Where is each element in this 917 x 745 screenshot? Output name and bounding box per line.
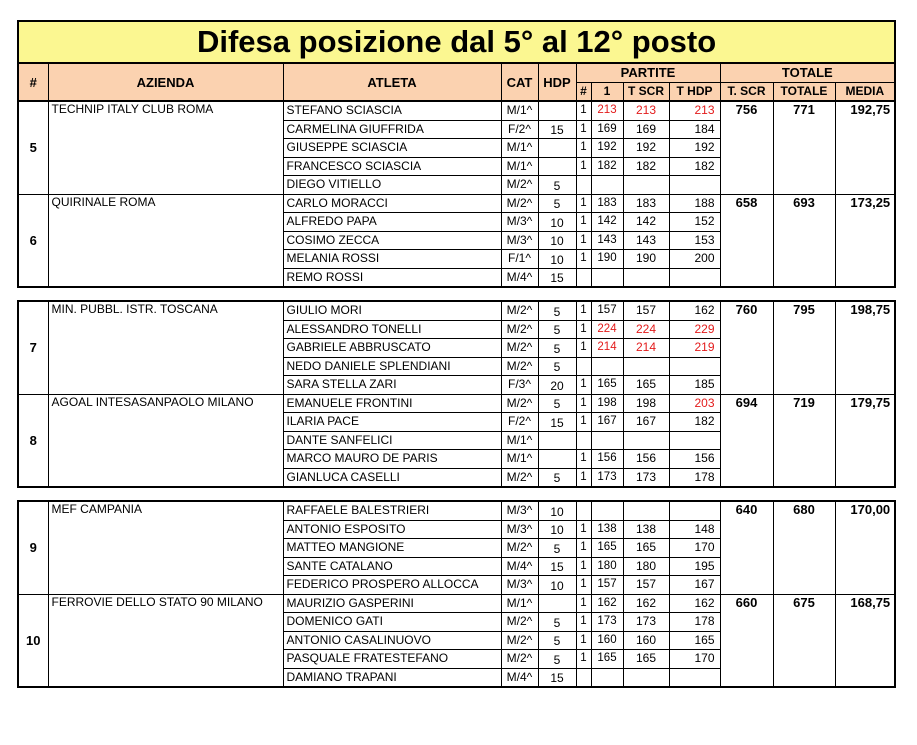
athlete-category: M/1^ [501, 594, 538, 613]
athlete-handicap: 10 [538, 520, 576, 539]
col-header-media: MEDIA [835, 82, 895, 101]
athlete-name: ALESSANDRO TONELLI [283, 320, 501, 339]
games-count: 1 [576, 576, 591, 595]
standings-body [18, 101, 895, 687]
athlete-name: ILARIA PACE [283, 413, 501, 432]
athlete-handicap: 5 [538, 650, 576, 669]
game-1-score: 213 [591, 101, 623, 120]
athlete-name: MATTEO MANGIONE [283, 539, 501, 558]
games-count: 1 [576, 139, 591, 158]
athlete-name: MAURIZIO GASPERINI [283, 594, 501, 613]
col-header-totale-totale: TOTALE [773, 82, 835, 101]
scratch-total [623, 357, 669, 376]
group-separator [18, 487, 895, 501]
games-count: 1 [576, 213, 591, 232]
game-1-score: 190 [591, 250, 623, 269]
col-header-azienda: AZIENDA [48, 63, 283, 101]
team-average: 192,75 [835, 101, 895, 194]
game-1-score [591, 268, 623, 287]
scratch-total: 165 [623, 650, 669, 669]
athlete-row [18, 101, 895, 120]
games-count [576, 176, 591, 195]
athlete-handicap: 10 [538, 213, 576, 232]
athlete-handicap: 5 [538, 631, 576, 650]
athlete-handicap: 15 [538, 668, 576, 687]
game-1-score: 169 [591, 120, 623, 139]
handicap-total: 152 [669, 213, 720, 232]
team-name: MIN. PUBBL. ISTR. TOSCANA [48, 301, 283, 394]
scratch-total: 162 [623, 594, 669, 613]
athlete-name: DOMENICO GATI [283, 613, 501, 632]
col-header-partite-count: # [576, 82, 591, 101]
athlete-handicap: 20 [538, 376, 576, 395]
handicap-total: 178 [669, 613, 720, 632]
athlete-category: M/2^ [501, 301, 538, 320]
handicap-total: 182 [669, 413, 720, 432]
game-1-score: 165 [591, 376, 623, 395]
athlete-name: COSIMO ZECCA [283, 231, 501, 250]
team-scratch-total: 640 [720, 501, 773, 594]
athlete-category: M/4^ [501, 268, 538, 287]
games-count [576, 501, 591, 520]
game-1-score: 224 [591, 320, 623, 339]
game-1-score [591, 501, 623, 520]
game-1-score: 192 [591, 139, 623, 158]
athlete-handicap: 5 [538, 394, 576, 413]
handicap-total: 195 [669, 557, 720, 576]
scratch-total: 160 [623, 631, 669, 650]
athlete-name: NEDO DANIELE SPLENDIANI [283, 357, 501, 376]
scratch-total: 173 [623, 468, 669, 487]
athlete-handicap: 10 [538, 576, 576, 595]
scratch-total: 167 [623, 413, 669, 432]
game-1-score: 138 [591, 520, 623, 539]
athlete-category: M/2^ [501, 468, 538, 487]
athlete-category: F/2^ [501, 120, 538, 139]
team-scratch-total: 694 [720, 394, 773, 487]
athlete-name: ALFREDO PAPA [283, 213, 501, 232]
athlete-category: M/3^ [501, 231, 538, 250]
handicap-total: 200 [669, 250, 720, 269]
game-1-score: 167 [591, 413, 623, 432]
athlete-handicap [538, 101, 576, 120]
game-1-score: 183 [591, 194, 623, 213]
game-1-score: 157 [591, 576, 623, 595]
athlete-handicap: 5 [538, 468, 576, 487]
athlete-handicap [538, 594, 576, 613]
games-count: 1 [576, 157, 591, 176]
athlete-name: DAMIANO TRAPANI [283, 668, 501, 687]
handicap-total: 148 [669, 520, 720, 539]
team-total: 675 [773, 594, 835, 687]
team-average: 170,00 [835, 501, 895, 594]
athlete-name: GIULIO MORI [283, 301, 501, 320]
handicap-total: 192 [669, 139, 720, 158]
scratch-total: 190 [623, 250, 669, 269]
athlete-category: F/2^ [501, 413, 538, 432]
handicap-total: 185 [669, 376, 720, 395]
game-1-score: 173 [591, 613, 623, 632]
athlete-handicap [538, 139, 576, 158]
athlete-category: M/2^ [501, 176, 538, 195]
games-count: 1 [576, 339, 591, 358]
games-count: 1 [576, 594, 591, 613]
team-average: 168,75 [835, 594, 895, 687]
scratch-total: 156 [623, 450, 669, 469]
scratch-total: 183 [623, 194, 669, 213]
athlete-category: M/4^ [501, 668, 538, 687]
games-count: 1 [576, 450, 591, 469]
col-header-totale-tscr: T. SCR [720, 82, 773, 101]
athlete-name: REMO ROSSI [283, 268, 501, 287]
athlete-handicap: 5 [538, 176, 576, 195]
team-scratch-total: 760 [720, 301, 773, 394]
athlete-row [18, 394, 895, 413]
handicap-total [669, 501, 720, 520]
handicap-total [669, 431, 720, 450]
handicap-total: 156 [669, 450, 720, 469]
athlete-handicap: 10 [538, 501, 576, 520]
team-name: QUIRINALE ROMA [48, 194, 283, 287]
scratch-total [623, 268, 669, 287]
team-total: 680 [773, 501, 835, 594]
games-count: 1 [576, 376, 591, 395]
team-total: 719 [773, 394, 835, 487]
handicap-total: 167 [669, 576, 720, 595]
handicap-total: 178 [669, 468, 720, 487]
athlete-name: MELANIA ROSSI [283, 250, 501, 269]
games-count: 1 [576, 194, 591, 213]
game-1-score: 156 [591, 450, 623, 469]
game-1-score: 162 [591, 594, 623, 613]
athlete-handicap: 5 [538, 194, 576, 213]
athlete-row [18, 301, 895, 320]
scratch-total: 169 [623, 120, 669, 139]
athlete-name: CARLO MORACCI [283, 194, 501, 213]
team-scratch-total: 756 [720, 101, 773, 194]
games-count: 1 [576, 120, 591, 139]
athlete-category: M/2^ [501, 650, 538, 669]
col-header-totale-group: TOTALE [720, 63, 895, 82]
col-header-partite-tscr: T SCR [623, 82, 669, 101]
athlete-category: F/3^ [501, 376, 538, 395]
athlete-category: M/1^ [501, 157, 538, 176]
scratch-total: 142 [623, 213, 669, 232]
games-count: 1 [576, 539, 591, 558]
games-count: 1 [576, 650, 591, 669]
col-header-position: # [18, 63, 48, 101]
games-count: 1 [576, 320, 591, 339]
col-header-game-1: 1 [591, 82, 623, 101]
col-header-cat: CAT [501, 63, 538, 101]
athlete-category: M/3^ [501, 576, 538, 595]
athlete-handicap: 5 [538, 539, 576, 558]
handicap-total: 188 [669, 194, 720, 213]
scratch-total [623, 668, 669, 687]
scratch-total: 182 [623, 157, 669, 176]
game-1-score: 173 [591, 468, 623, 487]
col-header-partite-thdp: T HDP [669, 82, 720, 101]
game-1-score [591, 668, 623, 687]
team-average: 198,75 [835, 301, 895, 394]
scratch-total: 138 [623, 520, 669, 539]
handicap-total: 229 [669, 320, 720, 339]
games-count: 1 [576, 101, 591, 120]
athlete-name: FEDERICO PROSPERO ALLOCCA [283, 576, 501, 595]
athlete-name: DANTE SANFELICI [283, 431, 501, 450]
athlete-name: ANTONIO CASALINUOVO [283, 631, 501, 650]
athlete-handicap: 10 [538, 231, 576, 250]
athlete-category: M/2^ [501, 631, 538, 650]
game-1-score: 143 [591, 231, 623, 250]
athlete-category: F/1^ [501, 250, 538, 269]
athlete-name: MARCO MAURO DE PARIS [283, 450, 501, 469]
athlete-handicap: 15 [538, 268, 576, 287]
game-1-score: 180 [591, 557, 623, 576]
games-count: 1 [576, 631, 591, 650]
scratch-total: 165 [623, 539, 669, 558]
scratch-total [623, 501, 669, 520]
athlete-category: M/3^ [501, 213, 538, 232]
athlete-category: M/2^ [501, 357, 538, 376]
athlete-row [18, 501, 895, 520]
team-position: 7 [18, 301, 48, 394]
handicap-total: 162 [669, 594, 720, 613]
handicap-total [669, 268, 720, 287]
handicap-total [669, 668, 720, 687]
col-header-partite: PARTITE [576, 63, 720, 82]
game-1-score [591, 431, 623, 450]
game-1-score: 157 [591, 301, 623, 320]
col-header-hdp: HDP [538, 63, 576, 101]
team-position: 9 [18, 501, 48, 594]
athlete-handicap: 5 [538, 357, 576, 376]
athlete-category: M/2^ [501, 394, 538, 413]
games-count [576, 357, 591, 376]
team-scratch-total: 658 [720, 194, 773, 287]
athlete-category: M/2^ [501, 194, 538, 213]
athlete-name: PASQUALE FRATESTEFANO [283, 650, 501, 669]
page-title: Difesa posizione dal 5° al 12° posto [18, 21, 895, 63]
game-1-score: 160 [591, 631, 623, 650]
athlete-row [18, 194, 895, 213]
athlete-handicap: 5 [538, 339, 576, 358]
game-1-score [591, 357, 623, 376]
scratch-total: 224 [623, 320, 669, 339]
athlete-name: GABRIELE ABBRUSCATO [283, 339, 501, 358]
team-total: 693 [773, 194, 835, 287]
athlete-category: M/4^ [501, 557, 538, 576]
handicap-total: 165 [669, 631, 720, 650]
standings-sheet [17, 20, 896, 688]
athlete-handicap: 5 [538, 320, 576, 339]
games-count: 1 [576, 231, 591, 250]
handicap-total: 203 [669, 394, 720, 413]
athlete-name: GIANLUCA CASELLI [283, 468, 501, 487]
game-1-score: 165 [591, 539, 623, 558]
team-name: AGOAL INTESASANPAOLO MILANO [48, 394, 283, 487]
team-position: 10 [18, 594, 48, 687]
handicap-total: 162 [669, 301, 720, 320]
scratch-total: 180 [623, 557, 669, 576]
scratch-total [623, 176, 669, 195]
game-1-score: 182 [591, 157, 623, 176]
athlete-name: SARA STELLA ZARI [283, 376, 501, 395]
athlete-category: M/2^ [501, 339, 538, 358]
team-position: 8 [18, 394, 48, 487]
athlete-name: GIUSEPPE SCIASCIA [283, 139, 501, 158]
athlete-handicap: 10 [538, 250, 576, 269]
games-count: 1 [576, 520, 591, 539]
game-1-score: 198 [591, 394, 623, 413]
handicap-total: 170 [669, 650, 720, 669]
athlete-handicap [538, 157, 576, 176]
game-1-score: 142 [591, 213, 623, 232]
team-position: 5 [18, 101, 48, 194]
athlete-handicap: 5 [538, 613, 576, 632]
athlete-category: M/2^ [501, 539, 538, 558]
separator-cell [18, 287, 895, 301]
team-scratch-total: 660 [720, 594, 773, 687]
handicap-total: 182 [669, 157, 720, 176]
scratch-total: 165 [623, 376, 669, 395]
athlete-category: M/3^ [501, 520, 538, 539]
athlete-name: STEFANO SCIASCIA [283, 101, 501, 120]
athlete-category: M/1^ [501, 450, 538, 469]
game-1-score: 214 [591, 339, 623, 358]
team-total: 771 [773, 101, 835, 194]
standings-table [17, 20, 896, 688]
team-name: MEF CAMPANIA [48, 501, 283, 594]
athlete-handicap: 5 [538, 301, 576, 320]
group-separator [18, 287, 895, 301]
separator-cell [18, 487, 895, 501]
games-count: 1 [576, 301, 591, 320]
athlete-name: FRANCESCO SCIASCIA [283, 157, 501, 176]
games-count [576, 268, 591, 287]
games-count: 1 [576, 250, 591, 269]
athlete-name: RAFFAELE BALESTRIERI [283, 501, 501, 520]
athlete-category: M/1^ [501, 431, 538, 450]
athlete-category: M/3^ [501, 501, 538, 520]
col-header-atleta: ATLETA [283, 63, 501, 101]
games-count: 1 [576, 413, 591, 432]
scratch-total: 157 [623, 576, 669, 595]
athlete-name: CARMELINA GIUFFRIDA [283, 120, 501, 139]
team-average: 173,25 [835, 194, 895, 287]
games-count: 1 [576, 557, 591, 576]
athlete-name: DIEGO VITIELLO [283, 176, 501, 195]
game-1-score [591, 176, 623, 195]
scratch-total: 213 [623, 101, 669, 120]
games-count: 1 [576, 468, 591, 487]
games-count: 1 [576, 394, 591, 413]
team-average: 179,75 [835, 394, 895, 487]
scratch-total: 198 [623, 394, 669, 413]
athlete-category: M/1^ [501, 139, 538, 158]
game-1-score: 165 [591, 650, 623, 669]
handicap-total [669, 176, 720, 195]
scratch-total: 143 [623, 231, 669, 250]
athlete-name: EMANUELE FRONTINI [283, 394, 501, 413]
athlete-row [18, 594, 895, 613]
scratch-total: 192 [623, 139, 669, 158]
athlete-handicap: 15 [538, 120, 576, 139]
handicap-total: 184 [669, 120, 720, 139]
team-position: 6 [18, 194, 48, 287]
scratch-total: 214 [623, 339, 669, 358]
scratch-total: 173 [623, 613, 669, 632]
team-total: 795 [773, 301, 835, 394]
games-count: 1 [576, 613, 591, 632]
team-name: TECHNIP ITALY CLUB ROMA [48, 101, 283, 194]
handicap-total: 170 [669, 539, 720, 558]
scratch-total [623, 431, 669, 450]
athlete-name: ANTONIO ESPOSITO [283, 520, 501, 539]
team-name: FERROVIE DELLO STATO 90 MILANO [48, 594, 283, 687]
athlete-handicap [538, 431, 576, 450]
athlete-handicap: 15 [538, 557, 576, 576]
athlete-handicap [538, 450, 576, 469]
athlete-category: M/2^ [501, 320, 538, 339]
games-count [576, 668, 591, 687]
games-count [576, 431, 591, 450]
handicap-total [669, 357, 720, 376]
athlete-category: M/1^ [501, 101, 538, 120]
athlete-category: M/2^ [501, 613, 538, 632]
athlete-handicap: 15 [538, 413, 576, 432]
athlete-name: SANTE CATALANO [283, 557, 501, 576]
handicap-total: 219 [669, 339, 720, 358]
handicap-total: 153 [669, 231, 720, 250]
scratch-total: 157 [623, 301, 669, 320]
handicap-total: 213 [669, 101, 720, 120]
